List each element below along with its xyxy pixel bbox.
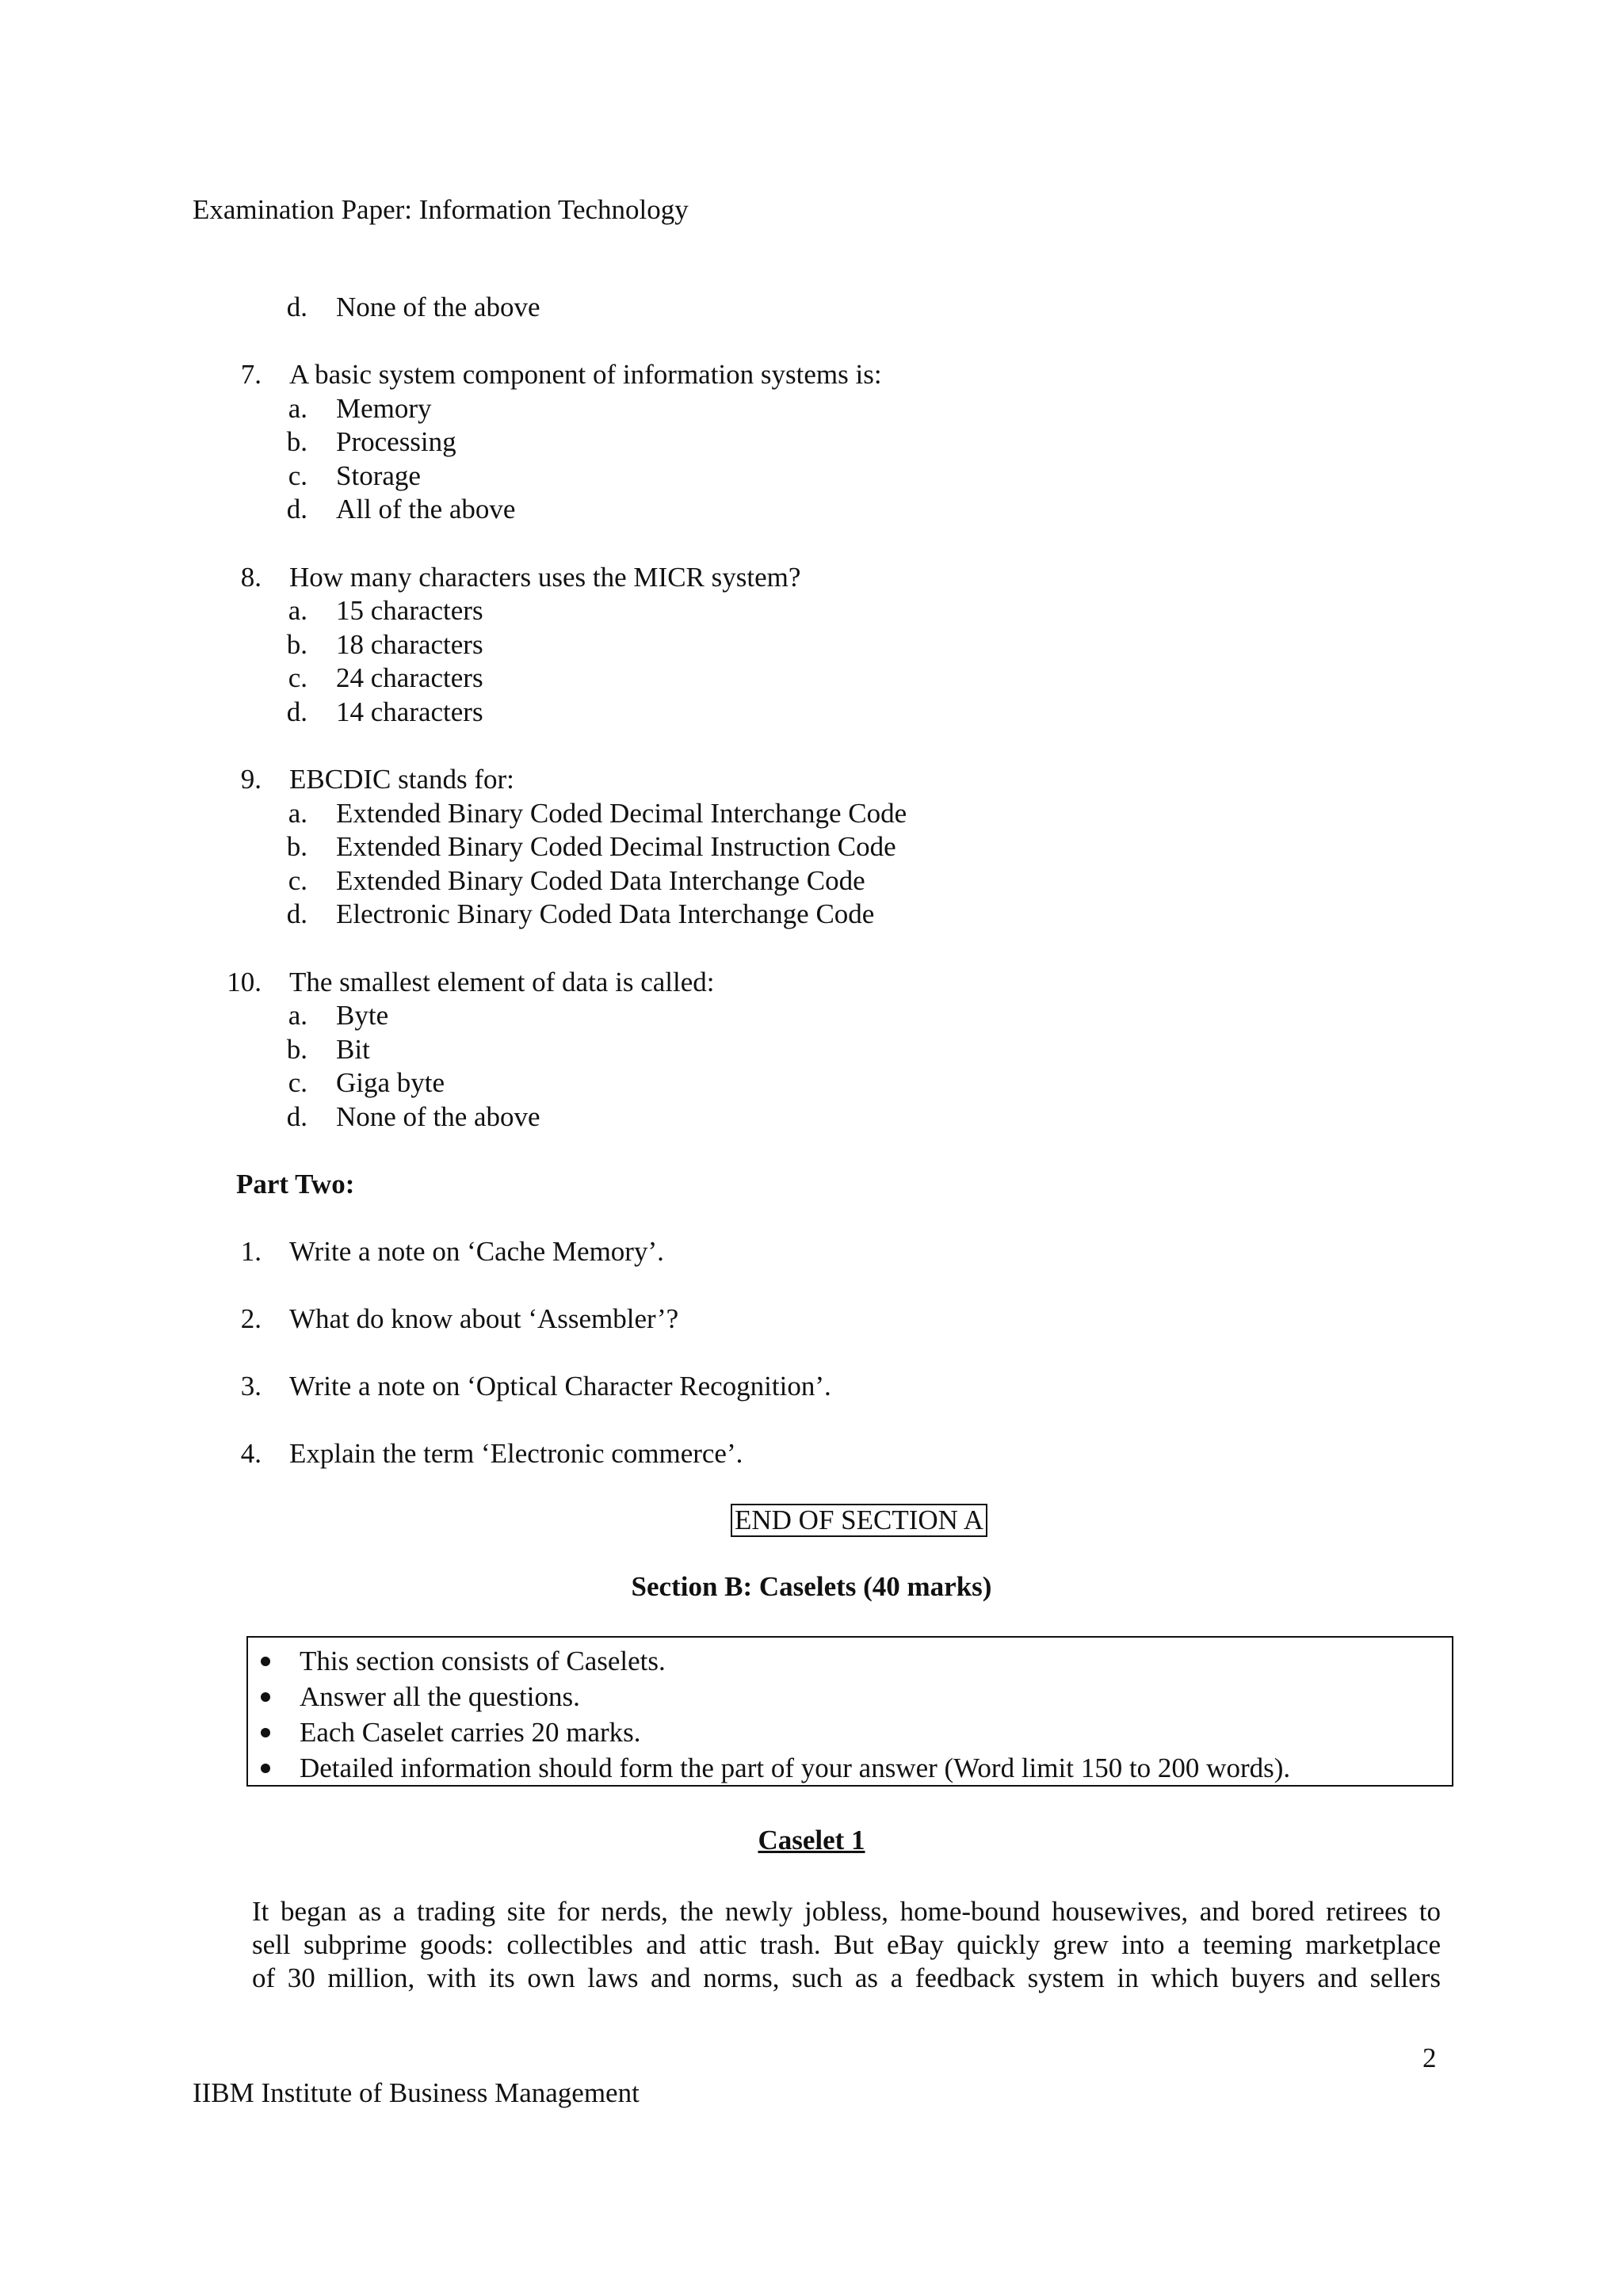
option-text: None of the above xyxy=(336,292,540,322)
option-text: Giga byte xyxy=(336,1067,445,1098)
question-number: 7. xyxy=(240,359,262,390)
question-text: How many characters uses the MICR system? xyxy=(289,562,801,593)
option-text: Extended Binary Coded Decimal Interchange Code xyxy=(336,798,907,829)
option-letter: a. xyxy=(288,1000,307,1031)
end-of-section-box: END OF SECTION A xyxy=(731,1504,987,1537)
paragraph-line: sell subprime goods: collectibles and attic trash. But eBay quickly grew into a teeming marketplace xyxy=(252,1929,1441,1960)
instruction-text: This section consists of Caselets. xyxy=(300,1646,666,1676)
option-letter: b. xyxy=(286,1034,307,1065)
option-text: Byte xyxy=(336,1000,389,1031)
page-number: 2 xyxy=(1423,2042,1437,2073)
item-text: Write a note on ‘Cache Memory’. xyxy=(289,1236,664,1267)
option-letter: b. xyxy=(286,426,307,457)
question-text: A basic system component of information systems is: xyxy=(289,359,882,390)
paragraph-line: of 30 million, with its own laws and norms, such as a feedback system in which buyers and sellers xyxy=(252,1962,1441,1993)
question-text: EBCDIC stands for: xyxy=(289,764,514,795)
option-text: 24 characters xyxy=(336,662,483,693)
option-letter: d. xyxy=(286,696,307,727)
item-number: 1. xyxy=(240,1236,262,1267)
option-letter: d. xyxy=(286,292,307,322)
instruction-text: Each Caselet carries 20 marks. xyxy=(300,1717,641,1748)
section-b-title: Section B: Caselets (40 marks) xyxy=(631,1571,992,1602)
question-number: 10. xyxy=(227,967,262,997)
item-number: 2. xyxy=(240,1303,262,1334)
caselet-title: Caselet 1 xyxy=(758,1825,865,1855)
instruction-text: Answer all the questions. xyxy=(300,1681,580,1712)
option-letter: b. xyxy=(286,629,307,660)
bullet-icon xyxy=(261,1764,270,1773)
option-letter: a. xyxy=(288,393,307,424)
option-letter: c. xyxy=(288,1067,307,1098)
instructions-box xyxy=(246,1636,1453,1787)
option-text: 18 characters xyxy=(336,629,483,660)
option-letter: b. xyxy=(286,831,307,862)
option-letter: c. xyxy=(288,460,307,491)
page-header: Examination Paper: Information Technology xyxy=(193,194,689,225)
option-text: Electronic Binary Coded Data Interchange Code xyxy=(336,898,875,929)
bullet-icon xyxy=(261,1657,270,1666)
option-text: None of the above xyxy=(336,1101,540,1132)
option-text: 14 characters xyxy=(336,696,483,727)
part-two-heading: Part Two: xyxy=(236,1169,355,1199)
option-text: Storage xyxy=(336,460,421,491)
question-number: 8. xyxy=(240,562,262,593)
item-text: Explain the term ‘Electronic commerce’. xyxy=(289,1438,743,1469)
option-letter: d. xyxy=(286,1101,307,1132)
paragraph-line: It began as a trading site for nerds, the newly jobless, home-bound housewives, and bored retirees to xyxy=(252,1896,1441,1927)
option-text: Bit xyxy=(336,1034,370,1065)
item-number: 3. xyxy=(240,1371,262,1402)
bullet-icon xyxy=(261,1728,270,1737)
option-text: Memory xyxy=(336,393,432,424)
option-letter: d. xyxy=(286,898,307,929)
bullet-icon xyxy=(261,1692,270,1702)
question-text: The smallest element of data is called: xyxy=(289,967,715,997)
option-text: Extended Binary Coded Decimal Instruction Code xyxy=(336,831,896,862)
option-text: All of the above xyxy=(336,494,516,524)
option-text: 15 characters xyxy=(336,595,483,626)
option-letter: d. xyxy=(286,494,307,524)
option-letter: c. xyxy=(288,865,307,896)
item-text: What do know about ‘Assembler’? xyxy=(289,1303,679,1334)
question-number: 9. xyxy=(240,764,262,795)
footer-institution: IIBM Institute of Business Management xyxy=(193,2077,640,2108)
option-text: Extended Binary Coded Data Interchange Code xyxy=(336,865,865,896)
item-text: Write a note on ‘Optical Character Recognition’. xyxy=(289,1371,831,1402)
option-letter: c. xyxy=(288,662,307,693)
option-text: Processing xyxy=(336,426,456,457)
item-number: 4. xyxy=(240,1438,262,1469)
instruction-text: Detailed information should form the part of your answer (Word limit 150 to 200 words). xyxy=(300,1753,1291,1783)
option-letter: a. xyxy=(288,798,307,829)
option-letter: a. xyxy=(288,595,307,626)
